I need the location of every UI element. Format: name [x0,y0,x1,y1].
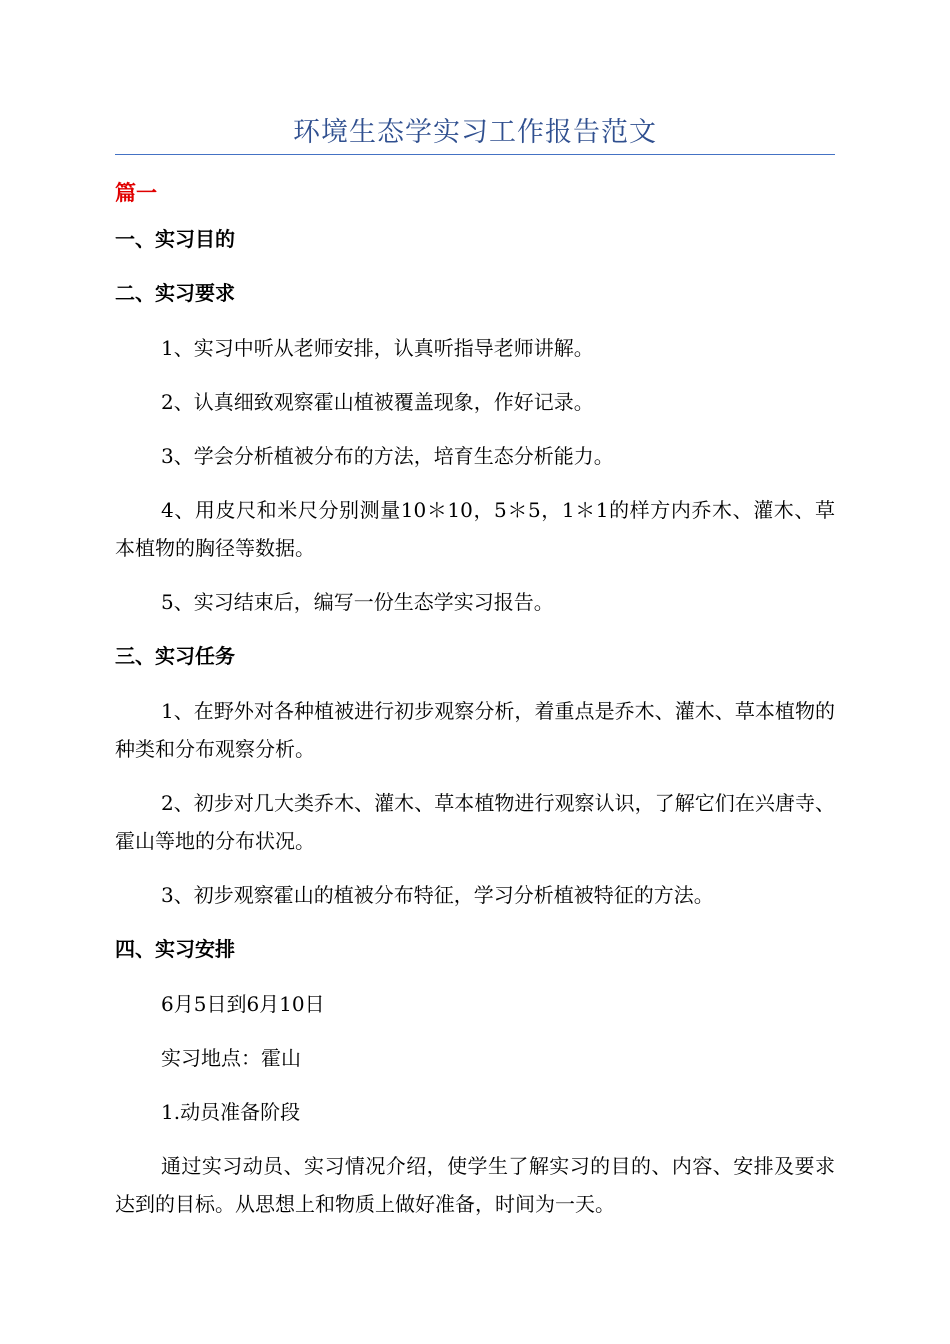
heading-arrangement: 四、实习安排 [115,937,235,961]
stage1-text: 通过实习动员、实习情况介绍，使学生了解实习的目的、内容、安排及要求达到的目标。从思想上和物质上做好准备，时间为一天。 [115,1154,835,1216]
document-title: 环境生态学实习工作报告范文 [293,117,657,148]
title-underline [115,154,835,155]
requirement-item-4: 4、用皮尺和米尺分别测量10＊10，5＊5，1＊1的样方内乔木、灌木、草本植物的胸径等数据。 [115,498,835,560]
task-item-3: 3、初步观察霍山的植被分布特征，学习分析植被特征的方法。 [161,883,714,907]
stage1-title: 1.动员准备阶段 [161,1100,301,1124]
part-label: 篇一 [115,181,157,205]
heading-purpose: 一、实习目的 [115,227,235,251]
requirement-item-3: 3、学会分析植被分布的方法，培育生态分析能力。 [161,444,614,468]
heading-tasks: 三、实习任务 [115,644,235,668]
requirement-item-5: 5、实习结束后，编写一份生态学实习报告。 [161,590,554,614]
heading-requirements: 二、实习要求 [115,281,235,305]
requirement-item-2: 2、认真细致观察霍山植被覆盖现象，作好记录。 [161,390,594,414]
task-item-1: 1、在野外对各种植被进行初步观察分析，着重点是乔木、灌木、草本植物的种类和分布观察分析。 [115,699,835,761]
arrangement-location: 实习地点：霍山 [161,1046,301,1070]
requirement-item-1: 1、实习中听从老师安排，认真听指导老师讲解。 [161,336,594,360]
arrangement-dates: 6月5日到6月10日 [161,992,325,1016]
task-item-2: 2、初步对几大类乔木、灌木、草本植物进行观察认识，了解它们在兴唐寺、霍山等地的分布状况。 [115,791,835,853]
